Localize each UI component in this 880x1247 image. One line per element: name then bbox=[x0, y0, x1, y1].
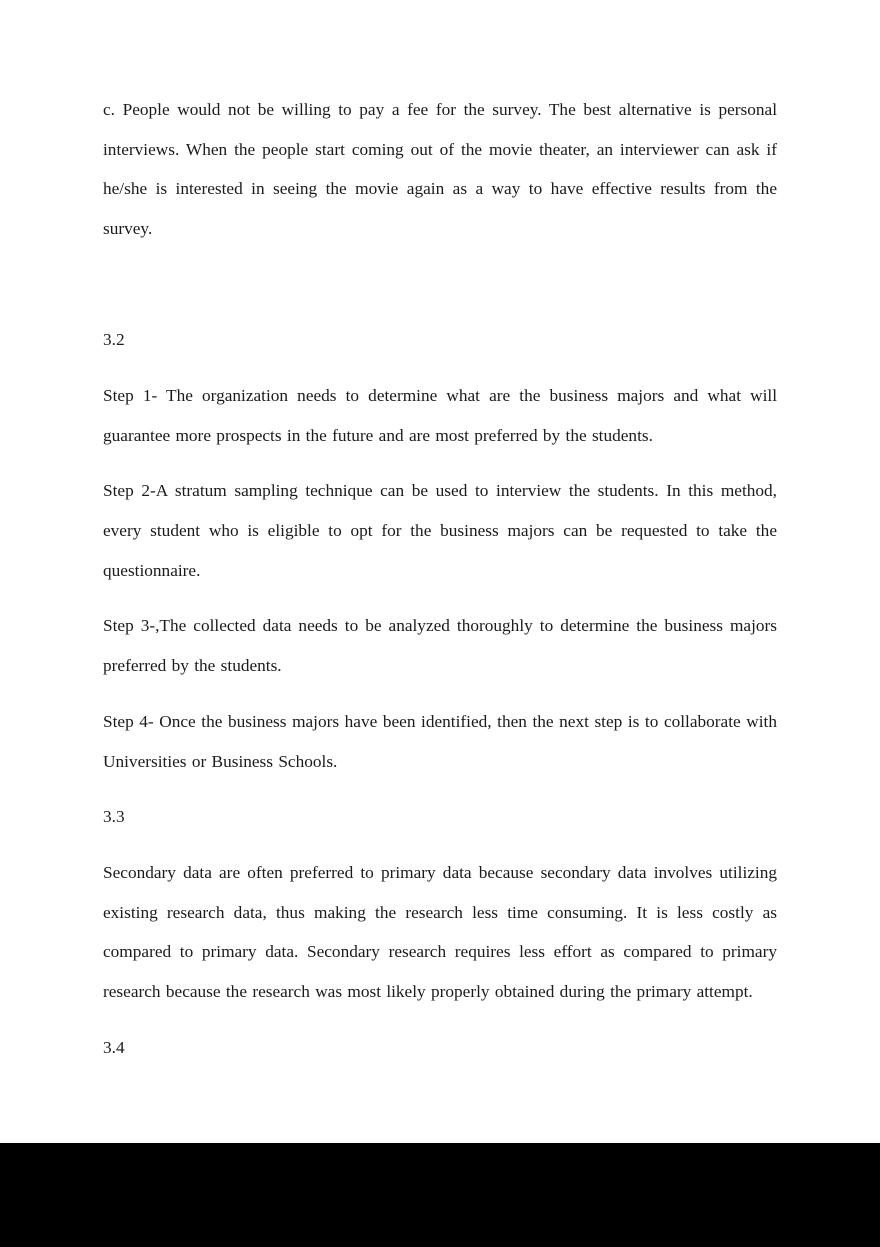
paragraph-answer-3-3: Secondary data are often preferred to primary data because secondary data involves utilizing existing research data, thus making the research less time consuming. It is less costly as compared to primary data. Secondary research requires less effort as compared to primary research because the research was most likely properly obtained during the primary attempt. bbox=[103, 862, 777, 1002]
paragraph-step-3: Step 3-,The collected data needs to be analyzed thoroughly to determine the business majors preferred by the students. bbox=[103, 616, 777, 676]
paragraph-step-2: Step 2-A stratum sampling technique can be used to interview the students. In this method, every student who is eligible to opt for the business majors can be requested to take the questionnaire. bbox=[103, 481, 777, 580]
paragraph-step-4: Step 4- Once the business majors have been identified, then the next step is to collaborate with Universities or Business Schools. bbox=[103, 711, 777, 771]
bottom-black-bar bbox=[0, 1143, 880, 1247]
section-heading-3-2: 3.2 bbox=[103, 330, 125, 350]
paragraph-answer-c: c. People would not be willing to pay a fee for the survey. The best alternative is personal interviews. When the people start coming out of the movie theater, an interviewer can ask if he/she is interested in seeing the movie again as a way to have effective results from the survey. bbox=[103, 100, 777, 239]
paragraph-step-1: Step 1- The organization needs to determine what are the business majors and what will guarantee more prospects in the future and are most preferred by the students. bbox=[103, 385, 777, 445]
section-heading-3-3: 3.3 bbox=[103, 807, 125, 827]
section-heading-3-4: 3.4 bbox=[103, 1037, 125, 1057]
